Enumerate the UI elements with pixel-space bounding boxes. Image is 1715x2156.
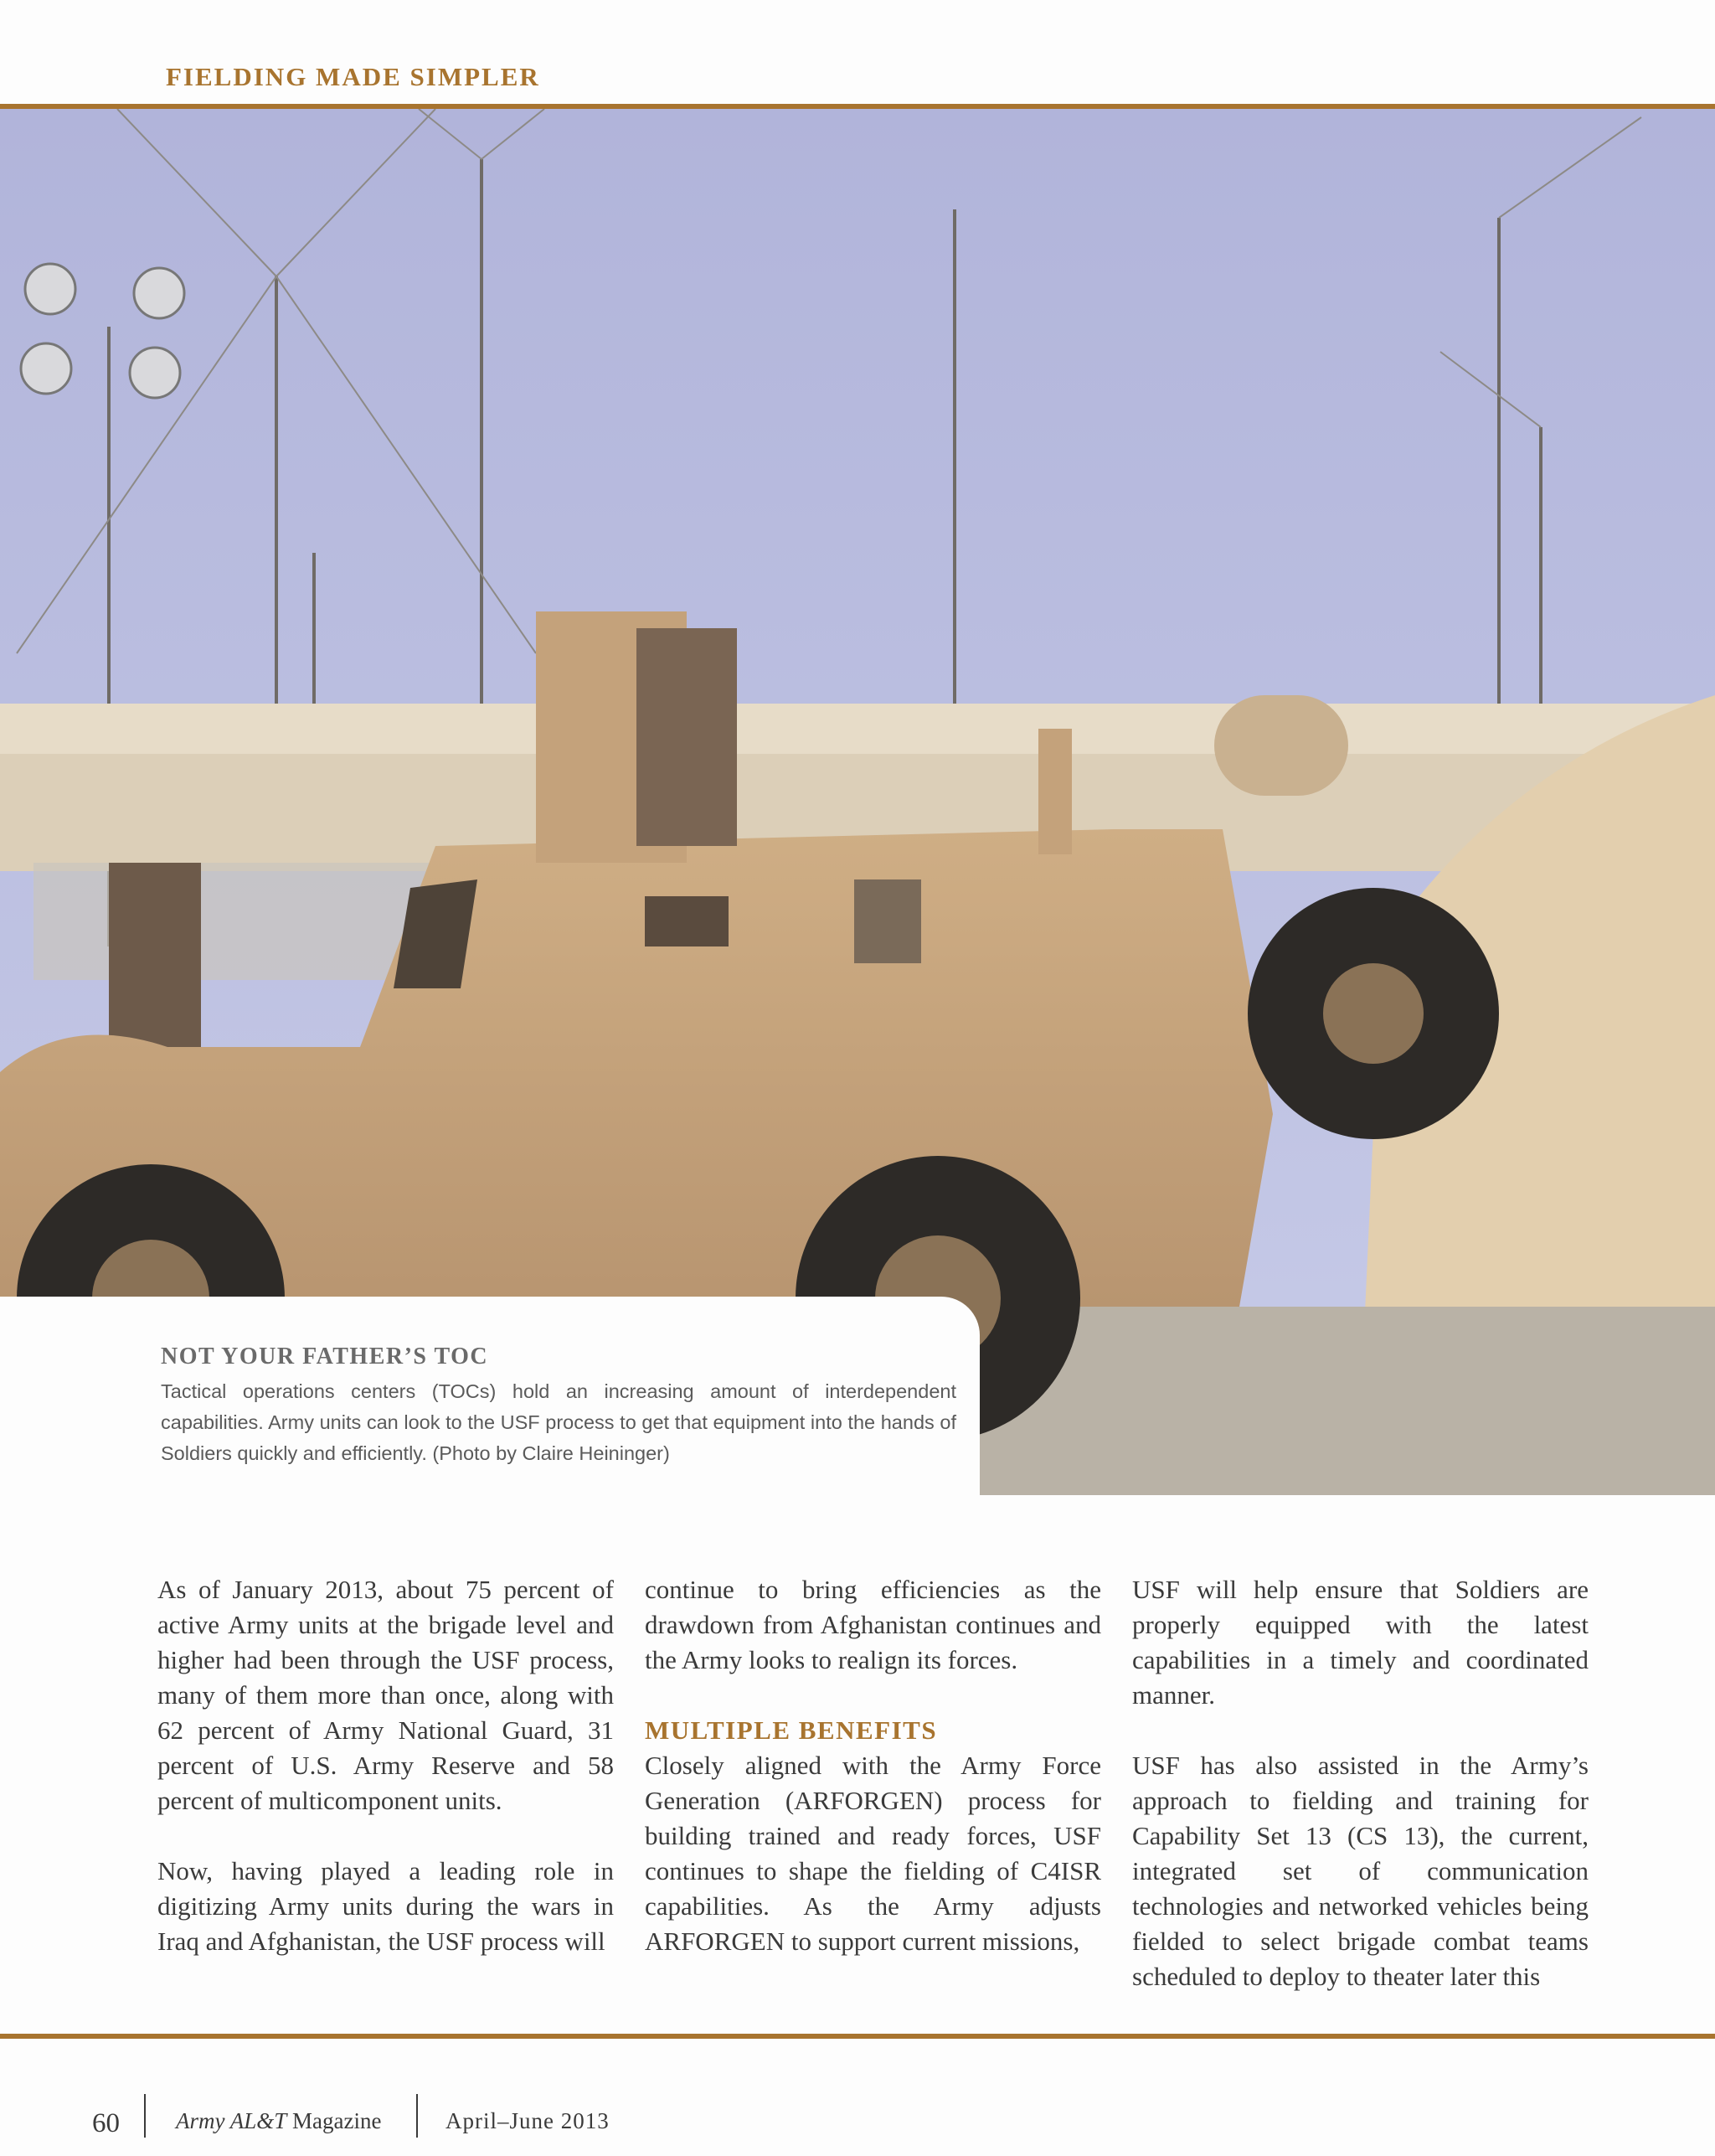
- footer-rule: [0, 2034, 1715, 2039]
- body-column-3: [1132, 1572, 1589, 2030]
- caption-text: Tactical operations centers (TOCs) hold an increasing amount of interdependent capabilities. Army units can look to the USF process to get that equipment into the hands of Soldiers quickly and efficiently. (Photo by Claire Heininger): [161, 1380, 956, 1464]
- section-title: FIELDING MADE SIMPLER: [166, 62, 540, 91]
- magazine-title-rest: Magazine: [286, 2108, 382, 2133]
- paragraph: Closely aligned with the Army Force Generation (ARFORGEN) process for building trained and ready forces, USF continues to shape the fielding of C4ISR capabilities. As the Army adjusts ARFORGEN to support current missions,: [645, 1751, 1101, 1956]
- page-number: 60: [92, 2108, 120, 2138]
- magazine-title-italic: Army AL&T: [176, 2108, 287, 2133]
- subheading: MULTIPLE BENEFITS: [645, 1715, 938, 1745]
- main-photo: [0, 109, 1715, 1495]
- paragraph: USF has also assisted in the Army’s approach to fielding and training for Capability Set 13 (CS 13), the current, integrated set of communication technologies and networked vehicles being fielded to select brigade combat teams scheduled to deploy to theater later this: [1132, 1751, 1589, 1991]
- footer-divider: [144, 2094, 146, 2138]
- issue-date: April–June 2013: [445, 2108, 610, 2133]
- body-column-2: [645, 1572, 1101, 1994]
- paragraph: USF will help ensure that Soldiers are properly equipped with the latest capabilities in a timely and coordinated manner.: [1132, 1575, 1589, 1710]
- paragraph: Now, having played a leading role in digitizing Army units during the wars in Iraq and Afghanistan, the USF process will: [157, 1856, 614, 1956]
- caption-title: NOT YOUR FATHER’S TOC: [161, 1344, 489, 1369]
- magazine-name: [176, 2108, 381, 2134]
- paragraph: As of January 2013, about 75 percent of active Army units at the brigade level and higher had been through the USF process, many of them more than once, along with 62 percent of Army National Guard, 31 percent of U.S. Army Reserve and 58 percent of multicomponent units.: [157, 1575, 614, 1815]
- body-column-1: [157, 1572, 614, 1994]
- footer-divider: [416, 2094, 418, 2138]
- paragraph: continue to bring efficiencies as the drawdown from Afghanistan continues and the Army looks to realign its forces.: [645, 1575, 1101, 1674]
